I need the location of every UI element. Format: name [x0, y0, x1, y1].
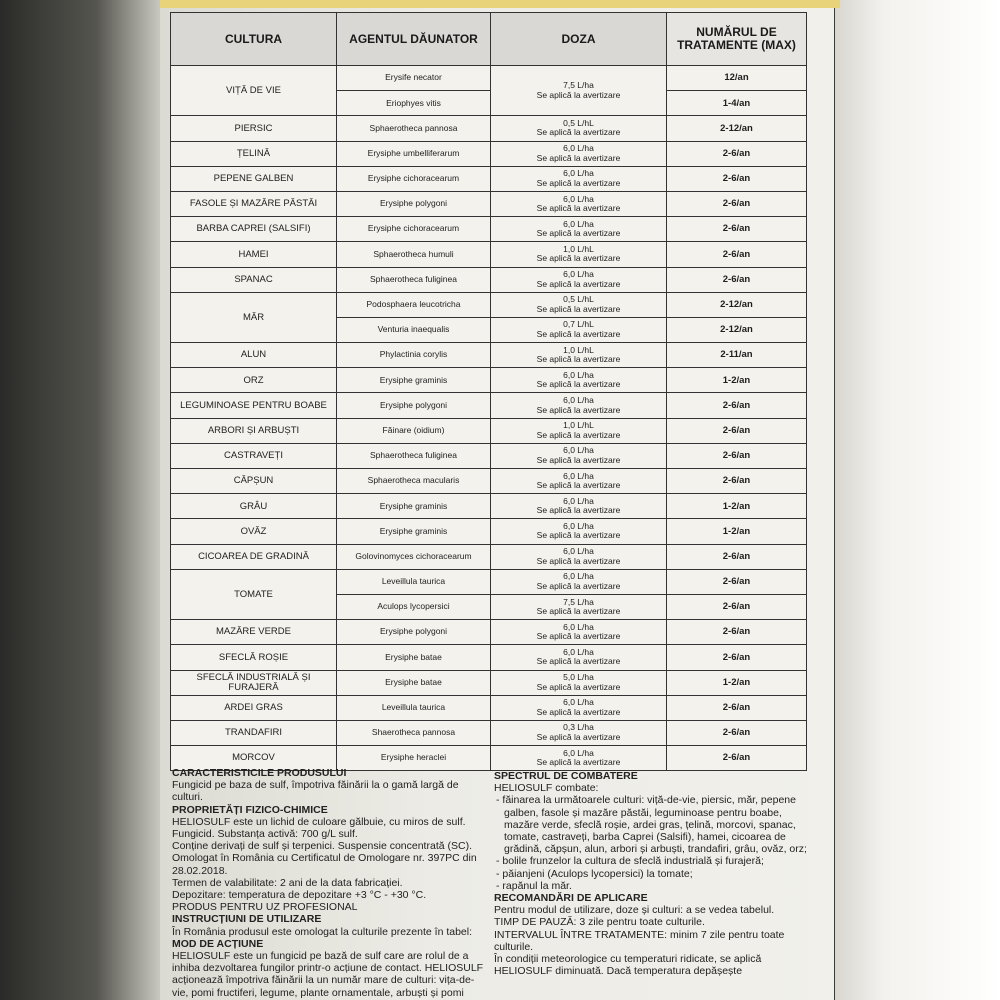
max-treatments-cell: 2-6/an: [667, 544, 807, 569]
dose-value: 6,0 L/ha: [563, 546, 594, 557]
crop-name-cell: OVĂZ: [171, 519, 337, 544]
max-treatments-cell: 2-6/an: [667, 594, 807, 619]
pest-agent-cell: Sphaerotheca fuliginea: [337, 267, 491, 292]
crop-name-cell: TOMATE: [171, 569, 337, 619]
dose-note: Se aplică la avertizare: [536, 580, 621, 591]
paragraph: În condiții meteorologice cu temperaturi ridicate, se aplică HELIOSULF diminuată. Dacă temperatura depășește: [494, 953, 762, 978]
dose-value: 0,5 L/hL: [563, 117, 594, 128]
dose-value: 6,0 L/ha: [563, 193, 594, 204]
dose-note: Se aplică la avertizare: [536, 203, 621, 214]
paragraph: HELIOSULF este un lichid de culoare gălbuie, cu miros de sulf.: [172, 815, 466, 828]
dose-value: 6,0 L/ha: [563, 395, 594, 406]
spectrum-column: [494, 770, 814, 977]
dose-cell: [491, 645, 667, 670]
header-max-treatments-line1: NUMĂRUL DE: [696, 25, 777, 39]
max-treatments-cell: 2-6/an: [667, 569, 807, 594]
table-row: [171, 443, 807, 468]
crop-name-cell: VIȚĂ DE VIE: [171, 66, 337, 116]
dose-cell: [491, 166, 667, 191]
dose-value: 1,0 L/hL: [563, 420, 594, 431]
table-header-row: [171, 13, 807, 66]
crop-name-cell: MĂR: [171, 292, 337, 342]
paragraph: Fungicid. Substanța activă: 700 g/L sulf.: [172, 828, 358, 841]
dose-note: Se aplică la avertizare: [536, 253, 621, 264]
crop-name-cell: ARDEI GRAS: [171, 695, 337, 720]
dose-cell: [491, 544, 667, 569]
dose-note: Se aplică la avertizare: [536, 404, 621, 415]
pest-agent-cell: Erysiphe heraclei: [337, 746, 491, 771]
dose-cell: [491, 292, 667, 317]
product-info-column: [172, 767, 488, 999]
photo-background-right: [835, 0, 1000, 1000]
pest-agent-cell: Erysiphe umbelliferarum: [337, 141, 491, 166]
dose-value: 7,5 L/ha: [563, 80, 594, 91]
pest-agent-cell: Erysiphe polygoni: [337, 191, 491, 216]
pest-agent-cell: Leveillula taurica: [337, 569, 491, 594]
header-crop: CULTURA: [171, 13, 337, 66]
paragraph: PRODUS PENTRU UZ PROFESIONAL: [172, 901, 358, 914]
crop-name-cell: SFECLĂ ROȘIE: [171, 645, 337, 670]
dosage-table: [170, 12, 807, 771]
pest-agent-cell: Eriophyes vitis: [337, 91, 491, 116]
dose-note: Se aplică la avertizare: [536, 228, 621, 239]
dose-value: 6,0 L/ha: [563, 143, 594, 154]
dose-note: Se aplică la avertizare: [536, 177, 621, 188]
crop-name-cell: SPANAC: [171, 267, 337, 292]
crop-name-cell: PEPENE GALBEN: [171, 166, 337, 191]
dose-cell: [491, 217, 667, 242]
pest-agent-cell: Erysiphe batae: [337, 670, 491, 695]
dose-cell: [491, 569, 667, 594]
dose-cell: [491, 368, 667, 393]
label-top-strip: [160, 0, 840, 8]
table-row: [171, 141, 807, 166]
crop-name-cell: FASOLE ȘI MAZĂRE PĂSTĂI: [171, 191, 337, 216]
crop-name-cell: CICOAREA DE GRADINĂ: [171, 544, 337, 569]
dose-cell: [491, 494, 667, 519]
header-dose: DOZA: [491, 13, 667, 66]
max-treatments-cell: 2-6/an: [667, 720, 807, 745]
dose-note: Se aplică la avertizare: [536, 454, 621, 465]
dose-note: Se aplică la avertizare: [536, 303, 621, 314]
dose-note: Se aplică la avertizare: [536, 530, 621, 541]
max-treatments-cell: 2-6/an: [667, 443, 807, 468]
section-heading: SPECTRUL DE COMBATERE: [494, 770, 638, 782]
pest-agent-cell: Aculops lycopersici: [337, 594, 491, 619]
pest-agent-cell: Sphaerotheca pannosa: [337, 116, 491, 141]
paragraph: Omologat în România cu Certificatul de Omologare nr. 397PC din 28.02.2018.: [172, 852, 477, 877]
dose-value: 1,0 L/hL: [563, 344, 594, 355]
table-row: [171, 368, 807, 393]
crop-name-cell: ORZ: [171, 368, 337, 393]
dose-note: Se aplică la avertizare: [536, 480, 621, 491]
max-treatments-cell: 1-2/an: [667, 519, 807, 544]
dose-cell: [491, 746, 667, 771]
table-row: [171, 620, 807, 645]
crop-name-cell: GRÂU: [171, 494, 337, 519]
dose-cell: [491, 267, 667, 292]
dose-note: Se aplică la avertizare: [536, 278, 621, 289]
pest-agent-cell: Erysife necator: [337, 66, 491, 91]
paragraph: HELIOSULF combate:: [494, 782, 599, 795]
paragraph: TIMP DE PAUZĂ: 3 zile pentru toate culturile.: [494, 916, 705, 929]
max-treatments-cell: 2-6/an: [667, 469, 807, 494]
paragraph: - păianjeni (Aculops lycopersici) la tomate;: [496, 867, 693, 880]
crop-name-cell: TRANDAFIRI: [171, 720, 337, 745]
max-treatments-cell: 12/an: [667, 66, 807, 91]
pest-agent-cell: Sphaerotheca macularis: [337, 469, 491, 494]
dose-value: 6,0 L/ha: [563, 520, 594, 531]
crop-name-cell: SFECLĂ INDUSTRIALĂ ȘI FURAJERĂ: [171, 670, 337, 695]
max-treatments-cell: 1-4/an: [667, 91, 807, 116]
section-heading: INSTRUCȚIUNI DE UTILIZARE: [172, 913, 322, 926]
dose-value: 0,5 L/hL: [563, 294, 594, 305]
dose-note: Se aplică la avertizare: [536, 681, 621, 692]
dose-note: Se aplică la avertizare: [536, 555, 621, 566]
pest-agent-cell: Erysiphe polygoni: [337, 620, 491, 645]
max-treatments-cell: 2-6/an: [667, 191, 807, 216]
pest-agent-cell: Sphaerotheca fuliginea: [337, 443, 491, 468]
table-row: [171, 645, 807, 670]
table-row: [171, 267, 807, 292]
dose-note: Se aplică la avertizare: [536, 127, 621, 138]
dose-value: 6,0 L/ha: [563, 571, 594, 582]
table-row: [171, 569, 807, 594]
max-treatments-cell: 2-6/an: [667, 393, 807, 418]
dose-value: 6,0 L/ha: [563, 168, 594, 179]
table-row: [171, 343, 807, 368]
table-row: [171, 66, 807, 91]
dose-cell: [491, 141, 667, 166]
pest-agent-cell: Phylactinia corylis: [337, 343, 491, 368]
table-row: [171, 544, 807, 569]
crop-name-cell: CĂPȘUN: [171, 469, 337, 494]
section-heading: CARACTERISTICILE PRODUSULUI: [172, 767, 347, 779]
dose-value: 0,7 L/hL: [563, 319, 594, 330]
dose-value: 6,0 L/ha: [563, 747, 594, 758]
dose-cell: [491, 418, 667, 443]
table-row: [171, 116, 807, 141]
dose-note: Se aplică la avertizare: [536, 656, 621, 667]
dose-note: Se aplică la avertizare: [536, 429, 621, 440]
max-treatments-cell: 2-6/an: [667, 166, 807, 191]
table-row: [171, 695, 807, 720]
max-treatments-cell: 2-12/an: [667, 292, 807, 317]
pest-agent-cell: Leveillula taurica: [337, 695, 491, 720]
crop-name-cell: CASTRAVEȚI: [171, 443, 337, 468]
dose-cell: [491, 242, 667, 267]
paragraph: Termen de valabilitate: 2 ani de la data fabricației.: [172, 876, 403, 889]
pest-agent-cell: Erysiphe polygoni: [337, 393, 491, 418]
max-treatments-cell: 2-6/an: [667, 267, 807, 292]
dose-value: 7,5 L/ha: [563, 596, 594, 607]
header-max-treatments: [667, 13, 807, 66]
table-row: [171, 494, 807, 519]
pest-agent-cell: Erysiphe graminis: [337, 519, 491, 544]
dose-note: Se aplică la avertizare: [536, 379, 621, 390]
section-heading: RECOMANDĂRI DE APLICARE: [494, 892, 648, 905]
table-row: [171, 191, 807, 216]
dose-value: 6,0 L/ha: [563, 646, 594, 657]
header-max-treatments-line2: TRATAMENTE (MAX): [677, 38, 796, 52]
paragraph: INTERVALUL ÎNTRE TRATAMENTE: minim 7 zile pentru toate culturile.: [494, 928, 785, 953]
paragraph: - făinarea la următoarele culturi: viță-de-vie, piersic, măr, pepene galben, fasole și mazăre păstăi, leguminoase pentru boabe, mazăre verde, sfeclă roșie, ardei gras, țelină, morcovi, spanac, tomate, castraveți, barba Caprei (Salsifi), hamei, cicoarea de grădină, căpșun, alun, arbori și arbuști, trandafiri, grâu, ovăz, orz;: [496, 794, 807, 856]
max-treatments-cell: 2-6/an: [667, 141, 807, 166]
crop-name-cell: ȚELINĂ: [171, 141, 337, 166]
crop-name-cell: MAZĂRE VERDE: [171, 620, 337, 645]
pest-agent-cell: Sphaerotheca humuli: [337, 242, 491, 267]
max-treatments-cell: 2-6/an: [667, 645, 807, 670]
pest-agent-cell: Podosphaera leucotricha: [337, 292, 491, 317]
dose-note: Se aplică la avertizare: [536, 354, 621, 365]
dose-value: 5,0 L/ha: [563, 672, 594, 683]
max-treatments-cell: 1-2/an: [667, 368, 807, 393]
pest-agent-cell: Erysiphe graminis: [337, 494, 491, 519]
crop-name-cell: LEGUMINOASE PENTRU BOABE: [171, 393, 337, 418]
max-treatments-cell: 2-6/an: [667, 217, 807, 242]
dose-value: 6,0 L/ha: [563, 495, 594, 506]
table-row: [171, 217, 807, 242]
section-heading: PROPRIETĂȚI FIZICO-CHIMICE: [172, 803, 328, 816]
dose-value: 1,0 L/hL: [563, 243, 594, 254]
dose-note: Se aplică la avertizare: [536, 757, 621, 768]
max-treatments-cell: 2-11/an: [667, 343, 807, 368]
crop-name-cell: MORCOV: [171, 746, 337, 771]
dose-cell: [491, 594, 667, 619]
dose-note: Se aplică la avertizare: [536, 505, 621, 516]
max-treatments-cell: 2-12/an: [667, 116, 807, 141]
dose-note: Se aplică la avertizare: [536, 631, 621, 642]
dose-note: Se aplică la avertizare: [536, 152, 621, 163]
crop-name-cell: HAMEI: [171, 242, 337, 267]
dose-value: 6,0 L/ha: [563, 369, 594, 380]
dose-value: 6,0 L/ha: [563, 470, 594, 481]
dose-cell: [491, 620, 667, 645]
photo-background-left: [0, 0, 160, 1000]
dose-cell: [491, 519, 667, 544]
paragraph: Fungicid pe baza de sulf, împotriva făinării la o gamă largă de culturi.: [172, 779, 459, 804]
table-row: [171, 242, 807, 267]
pest-agent-cell: Venturia inaequalis: [337, 317, 491, 342]
max-treatments-cell: 1-2/an: [667, 670, 807, 695]
crop-name-cell: ARBORI ȘI ARBUȘTI: [171, 418, 337, 443]
max-treatments-cell: 2-6/an: [667, 418, 807, 443]
max-treatments-cell: 2-6/an: [667, 620, 807, 645]
dose-cell: [491, 317, 667, 342]
table-row: [171, 670, 807, 695]
table-row: [171, 519, 807, 544]
paragraph: Depozitare: temperatura de depozitare +3 °C - +30 °C.: [172, 889, 427, 902]
dose-cell: [491, 670, 667, 695]
dose-note: Se aplică la avertizare: [536, 706, 621, 717]
dose-value: 6,0 L/ha: [563, 445, 594, 456]
dose-value: 6,0 L/ha: [563, 269, 594, 280]
dose-cell: [491, 695, 667, 720]
max-treatments-cell: 2-6/an: [667, 746, 807, 771]
dose-note: Se aplică la avertizare: [536, 606, 621, 617]
pest-agent-cell: Shaerotheca pannosa: [337, 720, 491, 745]
paragraph: În România produsul este omologat la culturile prezente în tabel:: [172, 925, 473, 938]
section-heading: MOD DE ACȚIUNE: [172, 937, 264, 950]
dose-note: Se aplică la avertizare: [536, 328, 621, 339]
pest-agent-cell: Golovinomyces cichoracearum: [337, 544, 491, 569]
table-row: [171, 166, 807, 191]
max-treatments-cell: 2-6/an: [667, 242, 807, 267]
pest-agent-cell: Erysiphe cichoracearum: [337, 217, 491, 242]
dose-note: Se aplică la avertizare: [536, 731, 621, 742]
paragraph: Conține derivați de sulf și terpenici. Suspensie concentrată (SC).: [172, 840, 472, 853]
pest-agent-cell: Erysiphe batae: [337, 645, 491, 670]
dose-value: 0,3 L/ha: [563, 722, 594, 733]
table-row: [171, 469, 807, 494]
dose-cell: [491, 443, 667, 468]
dose-cell: [491, 393, 667, 418]
dose-cell: [491, 191, 667, 216]
table-row: [171, 418, 807, 443]
table-row: [171, 720, 807, 745]
table-row: [171, 292, 807, 317]
header-agent: AGENTUL DĂUNATOR: [337, 13, 491, 66]
max-treatments-cell: 2-6/an: [667, 695, 807, 720]
max-treatments-cell: 2-12/an: [667, 317, 807, 342]
pest-agent-cell: Erysiphe cichoracearum: [337, 166, 491, 191]
pest-agent-cell: Erysiphe graminis: [337, 368, 491, 393]
paragraph: - rapănul la măr.: [496, 879, 572, 892]
table-row: [171, 393, 807, 418]
dose-cell: [491, 66, 667, 116]
dose-cell: [491, 720, 667, 745]
dose-cell: [491, 116, 667, 141]
dose-note: Se aplică la avertizare: [536, 89, 621, 100]
dose-value: 6,0 L/ha: [563, 697, 594, 708]
dose-cell: [491, 343, 667, 368]
max-treatments-cell: 1-2/an: [667, 494, 807, 519]
paragraph: Pentru modul de utilizare, doze și culturi: a se vedea tabelul.: [494, 904, 775, 917]
crop-name-cell: PIERSIC: [171, 116, 337, 141]
crop-name-cell: BARBA CAPREI (SALSIFI): [171, 217, 337, 242]
pest-agent-cell: Făinare (oidium): [337, 418, 491, 443]
paragraph: - bolile frunzelor la cultura de sfeclă industrială și furajeră;: [496, 855, 764, 868]
dose-value: 6,0 L/ha: [563, 218, 594, 229]
paragraph: HELIOSULF este un fungicid pe bază de sulf care are rolul de a inhiba dezvoltarea fungilor printr-o acțiune de contact. HELIOSULF acționează împotriva făinării la un număr mare de culturi: vița-de-vie, pomi fructiferi, legume, plante ornamentale, arbuști și pomi: [172, 950, 484, 999]
dose-cell: [491, 469, 667, 494]
crop-name-cell: ALUN: [171, 343, 337, 368]
dose-value: 6,0 L/ha: [563, 621, 594, 632]
